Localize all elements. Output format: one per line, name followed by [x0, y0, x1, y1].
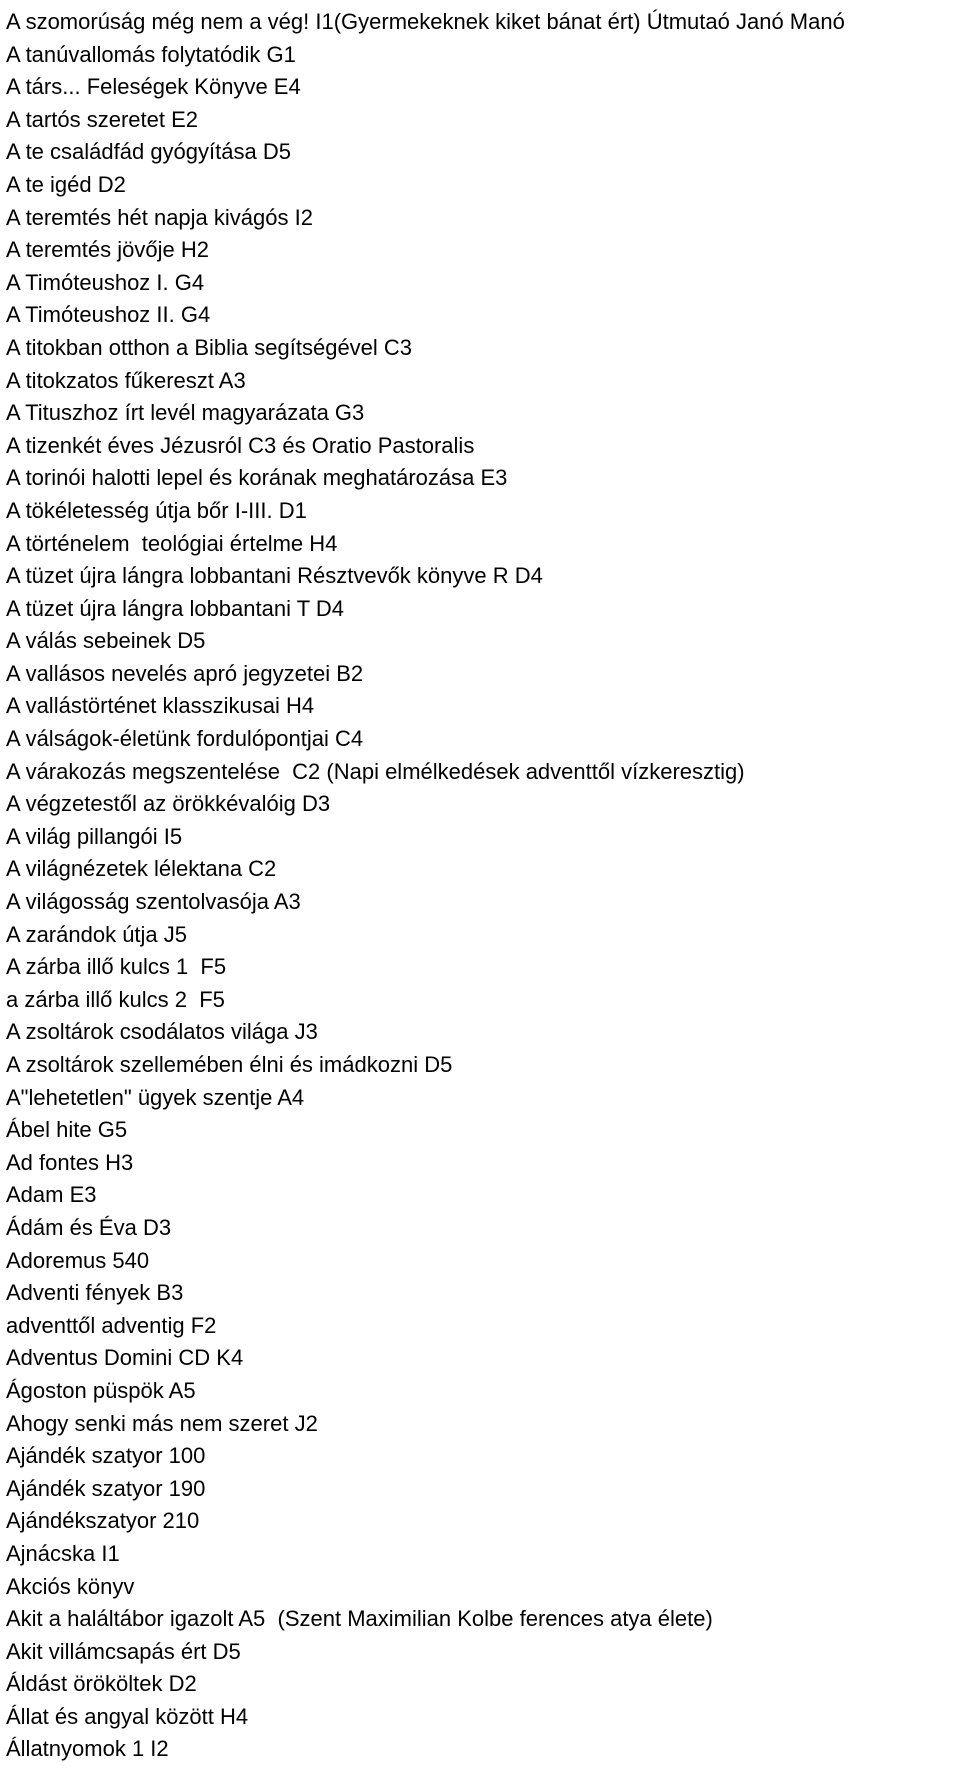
list-item: Ádám és Éva D3 [6, 1214, 172, 1240]
list-item: A társ... Feleségek Könyve E4 [6, 74, 301, 100]
list-item: A várakozás megszentelése C2 (Napi elmélkedések adventtől vízkeresztig) [6, 758, 745, 784]
list-item: A tizenkét éves Jézusról C3 és Oratio Pastoralis [6, 432, 475, 458]
list-item: A világ pillangói I5 [6, 823, 183, 849]
list-item: Ajándékszatyor 210 [6, 1508, 200, 1534]
list-item: A Timóteushoz I. G4 [6, 269, 205, 295]
list-item: Ajnácska I1 [6, 1540, 120, 1566]
list-item: Ahogy senki más nem szeret J2 [6, 1410, 318, 1436]
list-item: Ajándék szatyor 100 [6, 1443, 206, 1469]
list-item: a zárba illő kulcs 2 F5 [6, 986, 225, 1012]
list-item: A Tituszhoz írt levél magyarázata G3 [6, 400, 365, 426]
list-item: Ajándék szatyor 190 [6, 1475, 206, 1501]
list-item: A világnézetek lélektana C2 [6, 856, 277, 882]
list-item: A te igéd D2 [6, 171, 126, 197]
list-item: Adoremus 540 [6, 1247, 150, 1273]
list-item: Ábel hite G5 [6, 1117, 128, 1143]
list-item: Akit villámcsapás ért D5 [6, 1638, 241, 1664]
list-item: Adventus Domini CD K4 [6, 1345, 244, 1371]
list-item: A vallástörténet klasszikusai H4 [6, 693, 315, 719]
list-item: A tanúvallomás folytatódik G1 [6, 41, 296, 67]
list-item: A tüzet újra lángra lobbantani T D4 [6, 595, 344, 621]
list-item: Akciós könyv [6, 1573, 135, 1599]
list-item: A végzetestől az örökkévalóig D3 [6, 791, 331, 817]
list-item: A titokzatos fűkereszt A3 [6, 367, 246, 393]
list-item: A titokban otthon a Biblia segítségével C3 [6, 334, 413, 360]
list-item: A"lehetetlen" ügyek szentje A4 [6, 1084, 305, 1110]
list-item: A válás sebeinek D5 [6, 628, 206, 654]
list-item: A tüzet újra lángra lobbantani Résztvevők könyve R D4 [6, 563, 543, 589]
list-item: A világosság szentolvasója A3 [6, 889, 301, 915]
list-item: A teremtés jövője H2 [6, 237, 209, 263]
list-item: A válságok-életünk fordulópontjai C4 [6, 726, 364, 752]
list-item: adventtől adventig F2 [6, 1312, 217, 1338]
list-item: Állatnyomok 1 I2 [6, 1736, 169, 1762]
list-item: A tartós szeretet E2 [6, 106, 198, 132]
list-item: A tökéletesség útja bőr I-III. D1 [6, 497, 307, 523]
list-item: A vallásos nevelés apró jegyzetei B2 [6, 660, 364, 686]
list-item: A te családfád gyógyítása D5 [6, 139, 291, 165]
list-item: A zarándok útja J5 [6, 921, 188, 947]
list-item: Állat és angyal között H4 [6, 1703, 249, 1729]
list-item: Adventi fények B3 [6, 1280, 184, 1306]
list-item: A teremtés hét napja kivágós I2 [6, 204, 313, 230]
list-item: A történelem teológiai értelme H4 [6, 530, 338, 556]
list-item: A zárba illő kulcs 1 F5 [6, 954, 227, 980]
list-item: Ágoston püspök A5 [6, 1377, 196, 1403]
list-item: Akit a haláltábor igazolt A5 (Szent Maximilian Kolbe ferences atya élete) [6, 1606, 713, 1632]
list-item: A zsoltárok csodálatos világa J3 [6, 1019, 318, 1045]
list-item: A Timóteushoz II. G4 [6, 302, 211, 328]
list-item: A zsoltárok szellemében élni és imádkozni D5 [6, 1052, 453, 1077]
list-item: A torinói halotti lepel és korának meghatározása E3 [6, 465, 508, 491]
list-item: Áldást örököltek D2 [6, 1671, 197, 1697]
list-item: Adam E3 [6, 1182, 97, 1208]
list-item: Ad fontes H3 [6, 1149, 134, 1175]
list-item: A szomorúság még nem a vég! I1(Gyermekeknek kiket bánat ért) Útmutaó Janó Manó [6, 9, 845, 34]
